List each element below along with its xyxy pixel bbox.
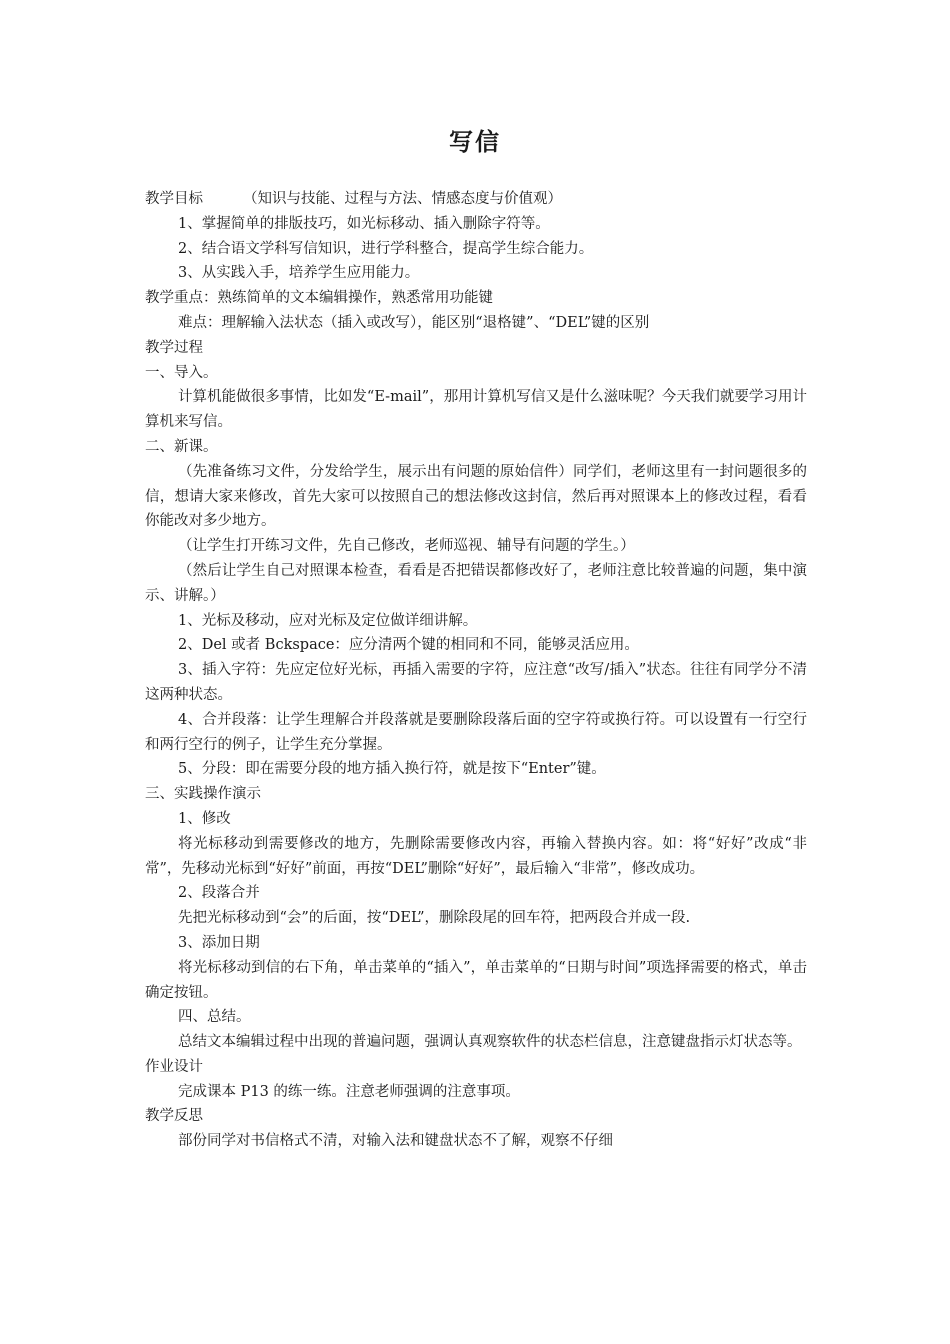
objectives-line xyxy=(145,187,807,212)
practice-heading: 三、实践操作演示 xyxy=(145,786,261,803)
new-lesson-paragraph: （然后让学生自己对照课本检查，看看是否把错误都修改好了，老师注意比较普遍的问题，集中演示、讲解。） xyxy=(145,562,807,604)
practice-item-text: 将光标移动到信的右下角，单击菜单的“插入”，单击菜单的“日期与时间”项选择需要的格式，单击确定按钮。 xyxy=(145,959,807,1001)
new-lesson-paragraph: 3、插入字符：先应定位好光标，再插入需要的字符，应注意“改写/插入”状态。往往有同学分不清这两种状态。 xyxy=(145,662,807,703)
new-lesson-paragraph: 1、光标及移动，应对光标及定位做详细讲解。 xyxy=(178,612,478,629)
new-lesson-paragraph: （先准备练习文件，分发给学生，展示出有问题的原始信件）同学们，老师这里有一封问题很多的信，想请大家来修改，首先大家可以按照自己的想法修改这封信，然后再对照课本上的修改过程，看看你能改对多少地方。 xyxy=(145,463,807,530)
practice-item-heading: 2、段落合并 xyxy=(178,885,260,902)
practice-item-text: 先把光标移动到“会”的后面，按“DEL”，删除段尾的回车符，把两段合并成一段. xyxy=(178,910,691,927)
intro-heading: 一、导入。 xyxy=(145,364,218,381)
key-points: 教学重点：熟练简单的文本编辑操作，熟悉常用功能键 xyxy=(145,290,493,307)
document-title: 写信 xyxy=(449,128,501,156)
reflection-heading: 教学反思 xyxy=(145,1108,203,1125)
summary-heading: 四、总结。 xyxy=(178,1009,251,1026)
new-lesson-paragraph: 5、分段：即在需要分段的地方插入换行符，就是按下“Enter”键。 xyxy=(178,761,606,778)
homework-heading: 作业设计 xyxy=(145,1058,203,1075)
practice-item-text: 将光标移动到需要修改的地方，先删除需要修改内容，再输入替换内容。如：将“好好”改成“非常”，先移动光标到“好好”前面，再按“DEL”删除“好好”，最后输入“非常”，修改成功。 xyxy=(145,835,807,877)
new-lesson-paragraph: （让学生打开练习文件，先自己修改，老师巡视、辅导有问题的学生。） xyxy=(178,538,635,555)
objectives-label: 教学目标 xyxy=(145,191,203,207)
objective-item: 3、从实践入手，培养学生应用能力。 xyxy=(178,265,420,282)
objectives-note: （知识与技能、过程与方法、情感态度与价值观） xyxy=(243,191,562,207)
document-body xyxy=(145,187,807,1154)
objective-item: 1、掌握简单的排版技巧，如光标移动、插入删除字符等。 xyxy=(178,215,550,232)
process-heading: 教学过程 xyxy=(145,339,203,356)
homework-text: 完成课本 P13 的练一练。注意老师强调的注意事项。 xyxy=(178,1083,520,1100)
reflection-text: 部份同学对书信格式不清，对输入法和键盘状态不了解，观察不仔细 xyxy=(178,1133,613,1150)
practice-item-heading: 1、修改 xyxy=(178,810,231,827)
intro-text: 计算机能做很多事情，比如发“E-mail”，那用计算机写信又是什么滋味呢？今天我们就要学习用计算机来写信。 xyxy=(145,389,807,431)
new-lesson-heading: 二、新课。 xyxy=(145,438,218,455)
practice-item-heading: 3、添加日期 xyxy=(178,934,260,951)
new-lesson-paragraph: 2、Del 或者 Bckspace：应分清两个键的相同和不同，能够灵活应用。 xyxy=(178,637,639,654)
summary-text: 总结文本编辑过程中出现的普遍问题，强调认真观察软件的状态栏信息，注意键盘指示灯状态等。 xyxy=(178,1034,802,1051)
new-lesson-paragraph: 4、合并段落：让学生理解合并段落就是要删除段落后面的空字符或换行符。可以设置有一行空行和两行空行的例子，让学生充分掌握。 xyxy=(145,711,807,753)
difficult-points: 难点：理解输入法状态（插入或改写），能区别“退格键”、“DEL”键的区别 xyxy=(178,314,650,331)
objective-item: 2、结合语文学科写信知识，进行学科整合，提高学生综合能力。 xyxy=(178,240,594,257)
